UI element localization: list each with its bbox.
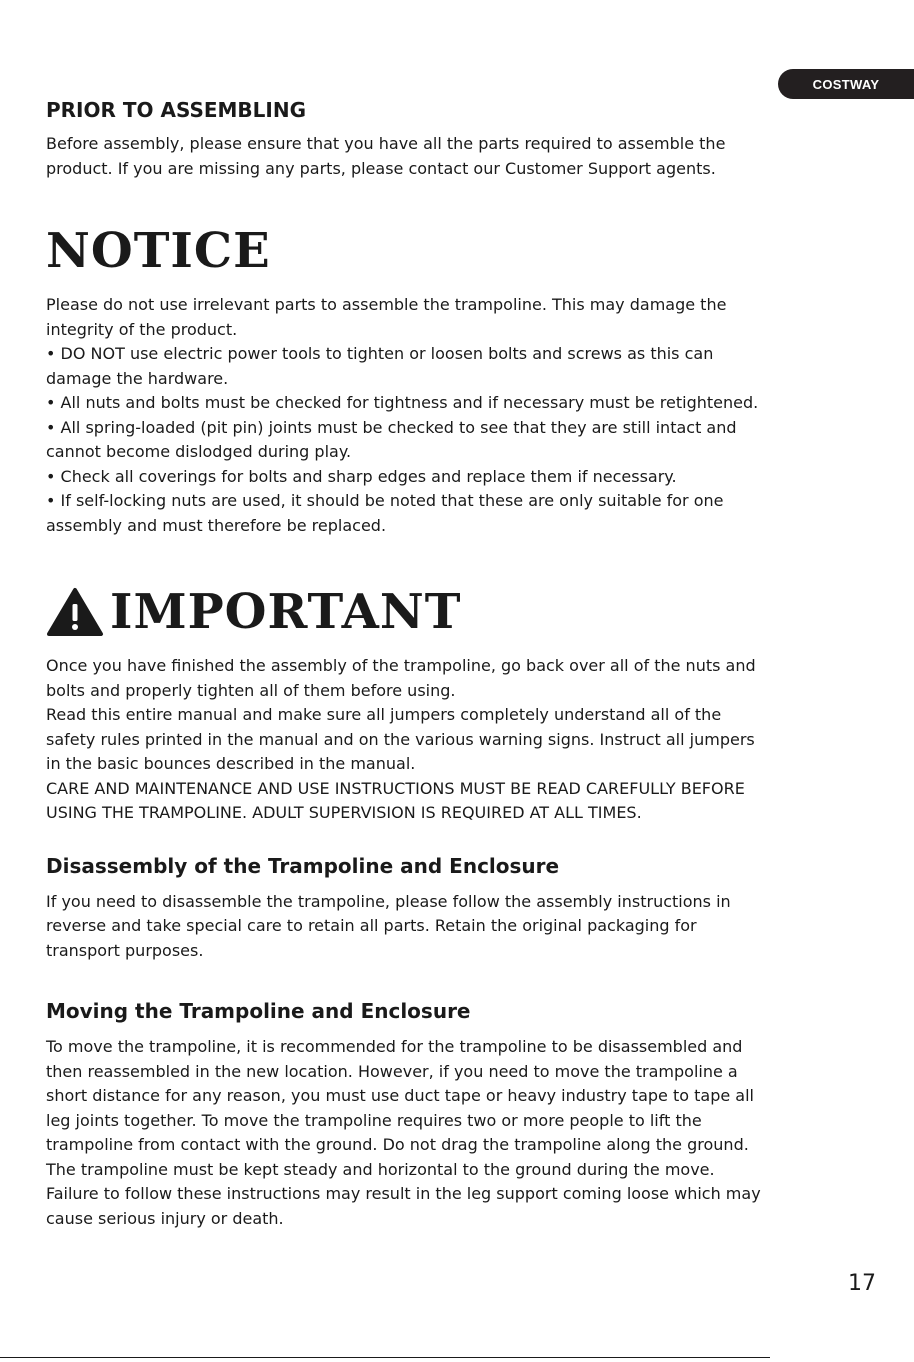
prior-to-assembling-text: Before assembly, please ensure that you have all the parts required to assemble the product. If you are missing any parts, please contact our Customer Support agents. [46,134,726,178]
notice-text: Please do not use irrelevant parts to assemble the trampoline. This may damage the integrity of the product. • DO NOT use electric power tools to tighten or loosen bolts and screws as this can damage the hardware. • All nuts and bolts must be checked for tightness and if necessary must be retightened. • All spring-loaded (pit pin) joints must be checked to see that they are still intact and cannot become dislodged during play. • Check all coverings for bolts and sharp edges and replace them if necessary. • If self-locking nuts are used, it should be noted that these are only suitable for one assembly and must therefore be replaced. [46,295,759,535]
moving-text: To move the trampoline, it is recommended for the trampoline to be disassembled and then reassembled in the new location. However, if you need to move the trampoline a short distance for any reason, you must use duct tape or heavy industry tape to tape all leg joints together. To move the trampoline requires two or more people to lift the trampoline from contact with the ground. Do not drag the trampoline along the ground. The trampoline must be kept steady and horizontal to the ground during the move. Failure to follow these instructions may result in the leg support coming loose which may cause serious injury or death. [46,1037,761,1228]
important-heading: IMPORTANT [110,584,462,640]
prior-to-assembling-heading: PRIOR TO ASSEMBLING [46,98,307,122]
page-content [46,96,866,1231]
important-text: Once you have finished the assembly of the trampoline, go back over all of the nuts and bolts and properly tighten all of them before using. Read this entire manual and make sure all jumpers completely understand all of the safety rules printed in the manual and on the various warning signs. Instruct all jumpers in the basic bounces described in the manual. CARE AND MAINTENANCE AND USE INSTRUCTIONS MUST BE READ CAREFULLY BEFORE USING THE TRAMPOLINE. ADULT SUPERVISION IS REQUIRED AT ALL TIMES. [46,656,756,822]
notice-heading: NOTICE [46,223,271,279]
important-heading-row [46,582,866,642]
disassembly-text: If you need to disassemble the trampoline, please follow the assembly instructions in reverse and take special care to retain all parts. Retain the original packaging for transport purposes. [46,891,731,960]
warning-triangle-icon [46,587,104,637]
disassembly-heading: Disassembly of the Trampoline and Enclosure [46,853,560,878]
footer-divider [0,1357,770,1358]
moving-heading: Moving the Trampoline and Enclosure [46,999,471,1023]
page-number: 17 [848,1271,876,1296]
brand-badge: COSTWAY [778,69,914,99]
